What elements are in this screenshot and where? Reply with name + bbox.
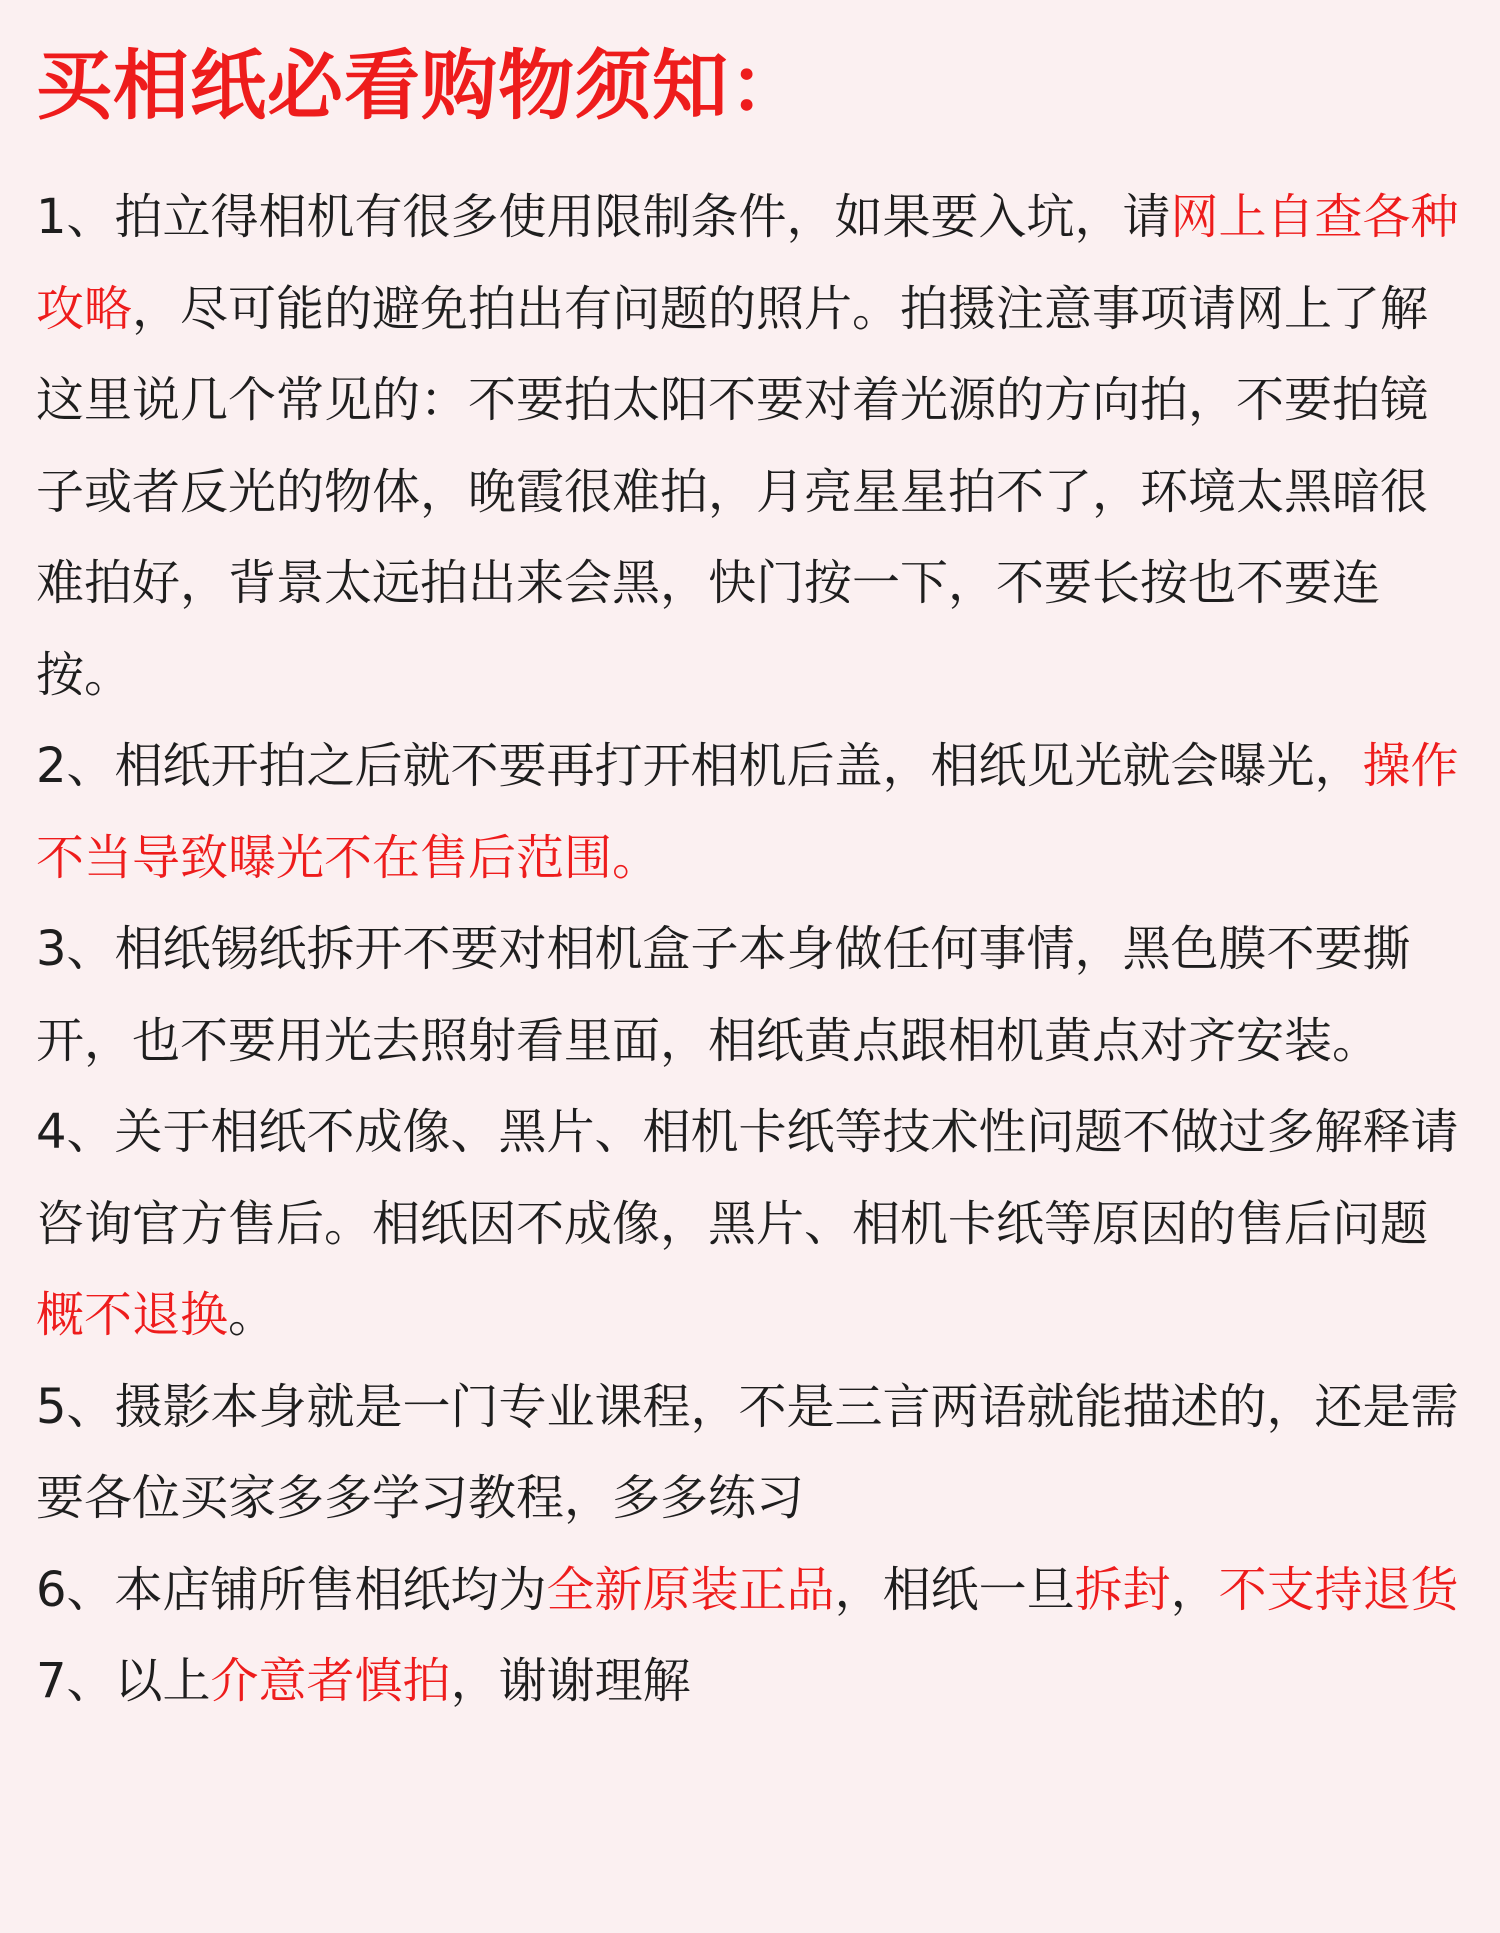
notice-item-5 [36,1362,1464,1545]
notice-text: 6、本店铺所售相纸均为 [36,1561,547,1618]
notice-text: ，相纸一旦 [834,1561,1075,1618]
notice-text: 1、拍立得相机有很多使用限制条件，如果要入坑，请 [36,189,1171,245]
notice-highlight-text: 操作不当导致曝光不在售后范围。 [36,738,1459,886]
notice-highlight-text: 网上自查各种攻略 [36,189,1459,337]
notice-text: 5、摄影本身就是一门专业课程，不是三言两语就能描述的，还是需要各位买家多多学习教程，多多练习 [36,1378,1459,1526]
notice-highlight-text: 不支持退货 [1218,1561,1459,1618]
notice-item-3 [36,904,1464,1087]
notice-text: ， [1170,1561,1219,1618]
notice-text: 3、相纸锡纸拆开不要对相机盒子本身做任何事情，黑色膜不要撕开，也不要用光去照射看里面，相纸黄点跟相机黄点对齐安装。 [36,921,1411,1069]
notice-highlight-text: 全新原装正品 [546,1561,835,1618]
notice-text: ，尽可能的避免拍出有问题的照片。拍摄注意事项请网上了解这里说几个常见的：不要拍太阳不要对着光源的方向拍，不要拍镜子或者反光的物体，晚霞很难拍，月亮星星拍不了，环境太黑暗很难拍好，背景太远拍出来会黑，快门按一下，不要长按也不要连按。 [36,280,1429,703]
notice-item-2 [36,721,1464,904]
notice-text: 。 [228,1287,277,1343]
notice-item-4 [36,1087,1464,1362]
notice-item-7 [36,1636,1464,1728]
notice-highlight-text: 概不退换 [36,1287,229,1343]
notice-text: 7、以上 [36,1653,211,1709]
page-title: 买相纸必看购物须知： [36,41,806,130]
notice-highlight-text: 拆封 [1074,1561,1171,1618]
notice-item-6 [36,1545,1464,1637]
notice-item-1 [36,172,1464,721]
notice-text: 4、关于相纸不成像、黑片、相机卡纸等技术性问题不做过多解释请咨询官方售后。相纸因不成像，黑片、相机卡纸等原因的售后问题 [36,1104,1459,1252]
notice-text: 2、相纸开拍之后就不要再打开相机后盖，相纸见光就会曝光， [36,738,1363,794]
notice-highlight-text: 介意者慎拍 [210,1653,451,1709]
notice-text: ，谢谢理解 [450,1653,691,1709]
notice-list [36,172,1464,1728]
